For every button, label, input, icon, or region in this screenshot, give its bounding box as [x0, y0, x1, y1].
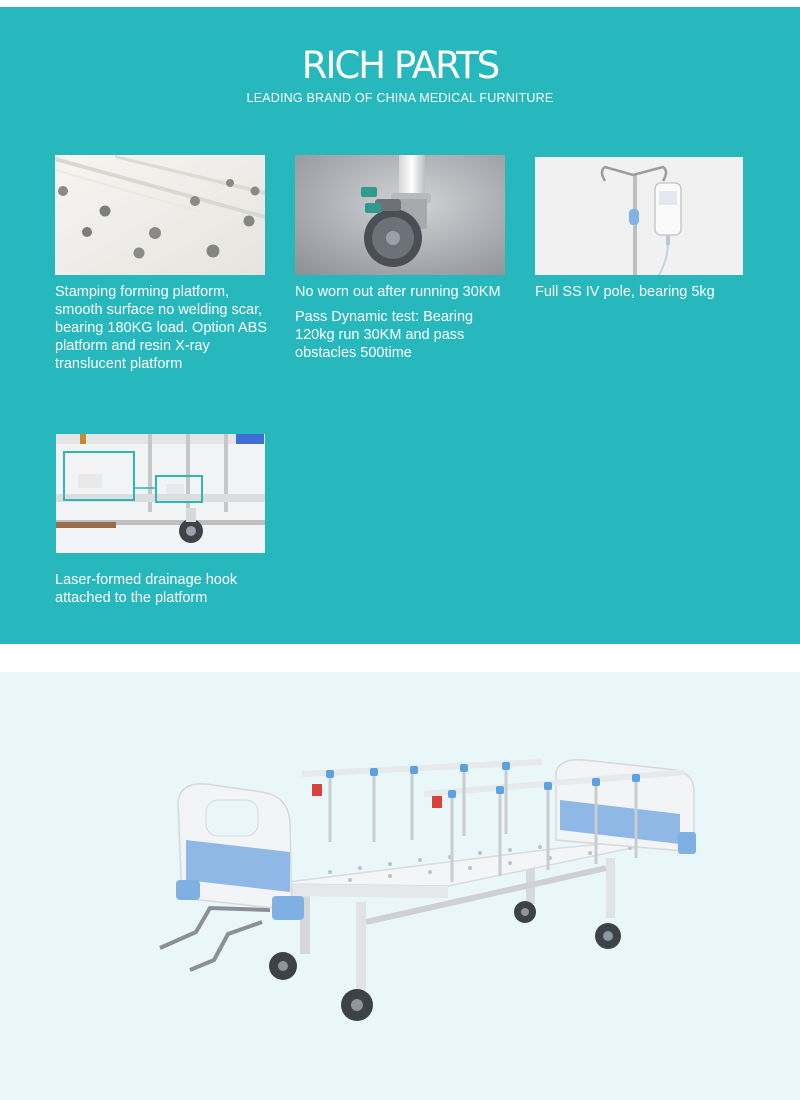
drainage-hook-photo	[56, 434, 265, 553]
drainage-hook-caption: Laser-formed drainage hook attached to the platform	[55, 572, 238, 606]
platform-photo	[55, 155, 265, 275]
hospital-bed-illustration	[0, 672, 800, 1100]
caster-photo	[295, 155, 505, 275]
product-section	[0, 672, 800, 1100]
iv-pole-caption: Full SS IV pole, bearing 5kg	[535, 284, 715, 300]
iv-pole-photo	[535, 157, 743, 275]
page-subtitle: LEADING BRAND OF CHINA MEDICAL FURNITURE	[246, 91, 554, 105]
platform-caption: Stamping forming platform, smooth surface no welding scar, bearing 180KG load. Option ABS platform and resin X-ray translucent platform	[55, 284, 268, 372]
caster-caption: No worn out after running 30KM	[295, 284, 501, 300]
caster-test-caption: Pass Dynamic test: Bearing 120kg run 30KM and pass obstacles 500time	[295, 309, 474, 361]
page-title: RICH PARTS	[301, 44, 499, 87]
